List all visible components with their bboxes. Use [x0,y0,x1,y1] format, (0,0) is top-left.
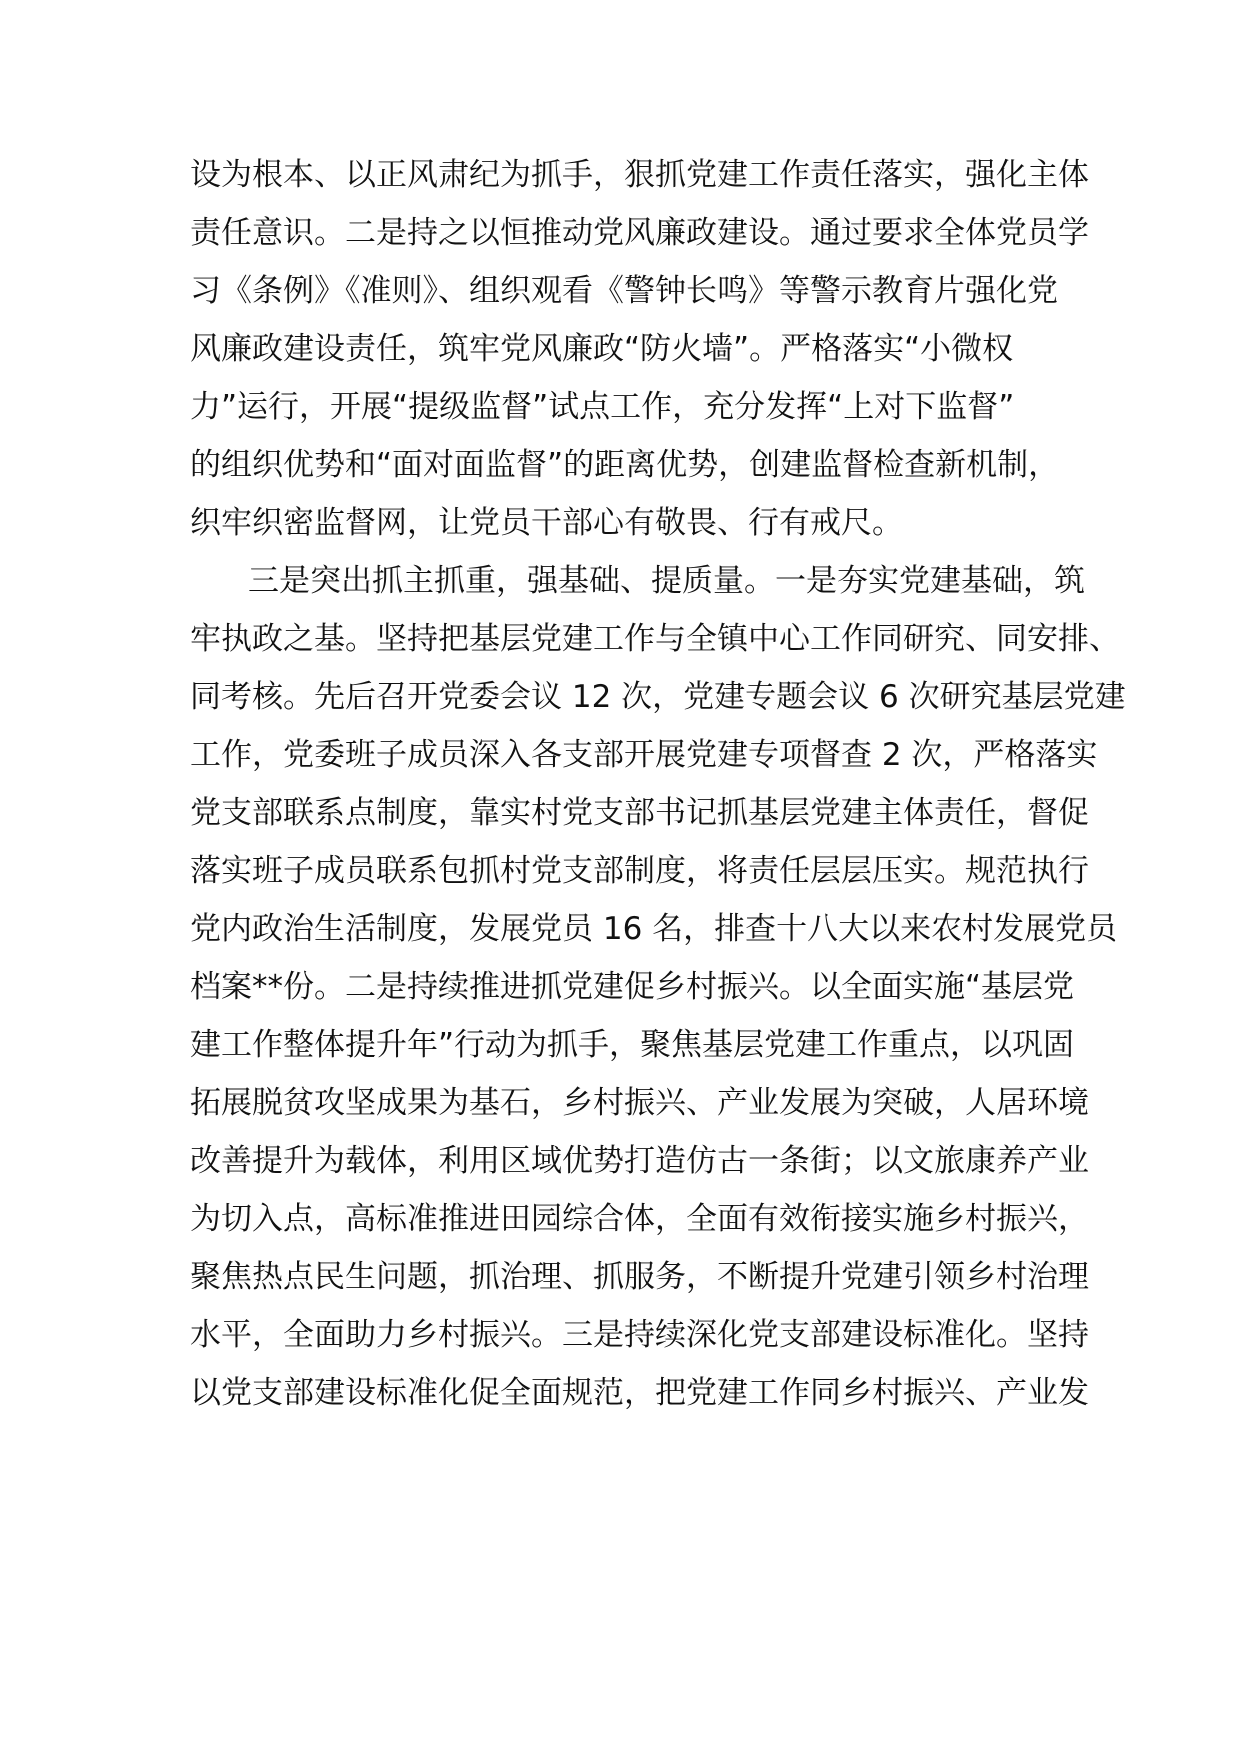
text-line: 拓展脱贫攻坚成果为基石，乡村振兴、产业发展为突破，人居环境 [190,1085,1089,1121]
text-line: 力”运行，开展“提级监督”试点工作，充分发挥“上对下监督” [190,389,1015,425]
text-line: 工作，党委班子成员深入各支部开展党建专项督查 2 次，严格落实 [190,737,1098,773]
text-line: 牢执政之基。坚持把基层党建工作与全镇中心工作同研究、同安排、 [190,621,1120,657]
text-line: 织牢织密监督网，让党员干部心有敬畏、行有戒尺。 [190,505,903,541]
text-line: 建工作整体提升年”行动为抓手，聚焦基层党建工作重点，以巩固 [190,1027,1075,1063]
text-line: 的组织优势和“面对面监督”的距离优势，创建监督检查新机制， [190,447,1060,483]
text-line: 党支部联系点制度，靠实村党支部书记抓基层党建主体责任，督促 [190,795,1089,831]
text-line: 改善提升为载体，利用区域优势打造仿古一条街；以文旅康养产业 [190,1143,1089,1179]
text-line: 聚焦热点民生问题，抓治理、抓服务，不断提升党建引领乡村治理 [190,1259,1089,1295]
text-line: 党内政治生活制度，发展党员 16 名，排查十八大以来农村发展党员 [190,911,1118,947]
text-line: 设为根本、以正风肃纪为抓手，狠抓党建工作责任落实，强化主体 [190,157,1089,193]
paragraph-first-line: 三是突出抓主抓重，强基础、提质量。一是夯实党建基础，筑 [248,563,1085,599]
text-line: 水平，全面助力乡村振兴。三是持续深化党支部建设标准化。坚持 [190,1317,1089,1353]
text-line: 以党支部建设标准化促全面规范，把党建工作同乡村振兴、产业发 [190,1375,1089,1411]
text-line: 风廉政建设责任，筑牢党风廉政“防火墙”。严格落实“小微权 [190,331,1014,367]
text-line: 习《条例》《准则》、组织观看《警钟长鸣》等警示教育片强化党 [190,273,1058,309]
text-line: 落实班子成员联系包抓村党支部制度，将责任层层压实。规范执行 [190,853,1089,889]
text-line: 责任意识。二是持之以恒推动党风廉政建设。通过要求全体党员学 [190,215,1089,251]
text-line: 同考核。先后召开党委会议 12 次，党建专题会议 6 次研究基层党建 [190,679,1126,715]
text-line: 为切入点，高标准推进田园综合体，全面有效衔接实施乡村振兴， [190,1201,1089,1237]
text-line: 档案**份。二是持续推进抓党建促乡村振兴。以全面实施“基层党 [190,969,1075,1005]
